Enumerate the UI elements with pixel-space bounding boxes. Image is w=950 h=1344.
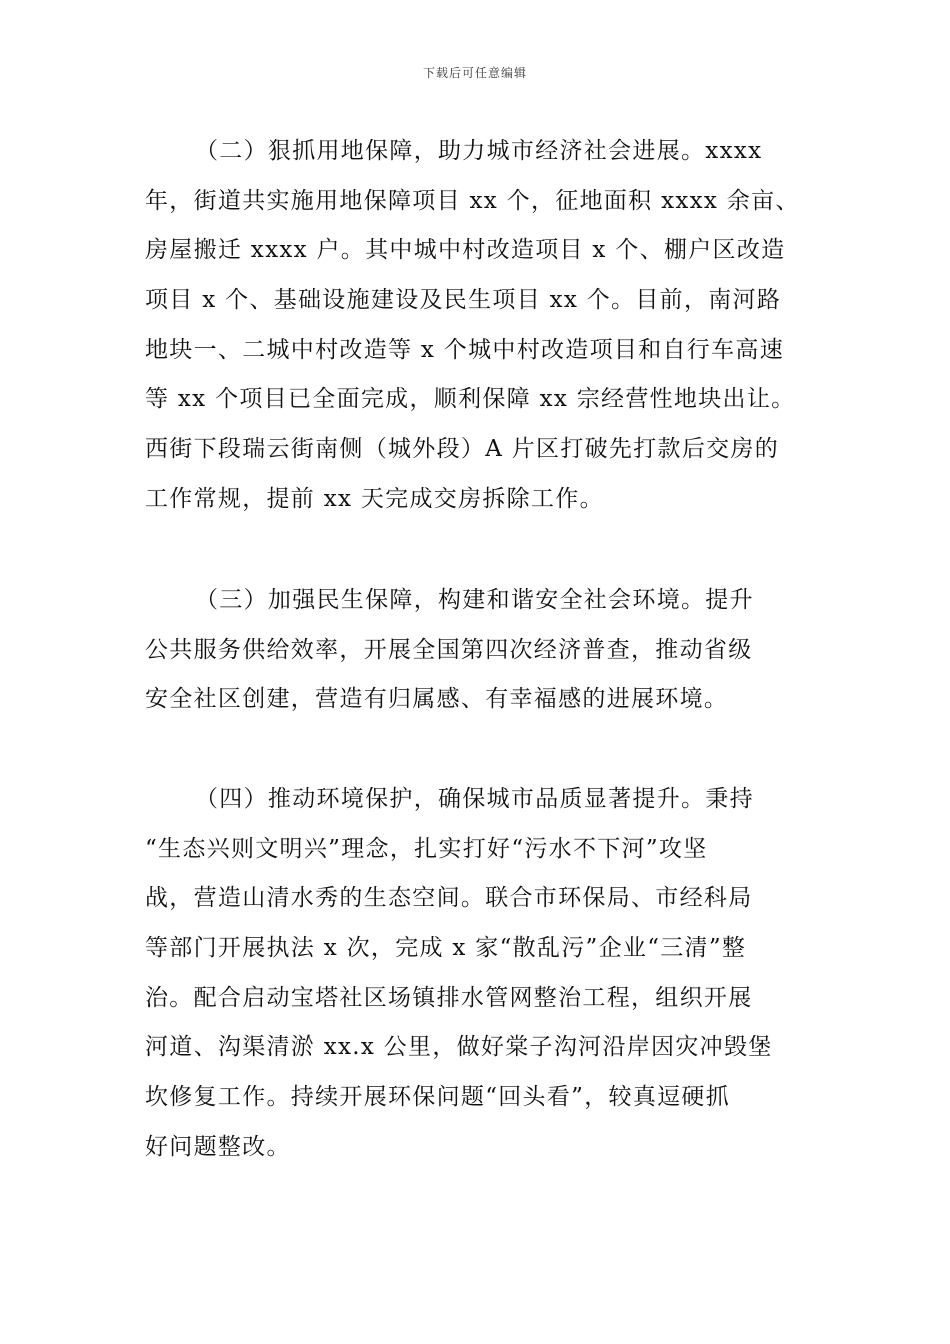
page-header-note: 下载后可任意编辑 [422, 66, 527, 80]
paragraph-land-guarantee [145, 127, 810, 525]
paragraph-line: 项目 x 个、基础设施建设及民生项目 xx 个。目前，南河路 [145, 287, 782, 314]
paragraph-line: “生态兴则文明兴”理念，扎实打好“污水不下河”攻坚 [145, 835, 708, 862]
paragraph-line: 坎修复工作。持续开展环保问题“回头看”，较真逗硬抓 [145, 1084, 731, 1111]
paragraph-line: （四）推动环境保护，确保城市品质显著提升。秉持 [195, 786, 754, 812]
paragraph-line: 工作常规，提前 xx 天完成交房拆除工作。 [145, 485, 604, 512]
paragraph-line: 治。配合启动宝塔社区场镇排水管网整治工程，组织开展 [145, 984, 753, 1011]
paragraph-livelihood-guarantee [145, 576, 810, 725]
paragraph-line: 地块一、二城中村改造等 x 个城中村改造项目和自行车高速 [145, 336, 784, 363]
paragraph-line: 等部门开展执法 x 次，完成 x 家“散乱污”企业“三清”整 [145, 935, 747, 962]
paragraph-line: 战，营造山清水秀的生态空间。联合市环保局、市经科局 [145, 885, 753, 912]
paragraph-line: 安全社区创建，营造有归属感、有幸福感的进展环境。 [145, 686, 729, 713]
paragraph-line: （二）狠抓用地保障，助力城市经济社会进展。xxxx [195, 138, 763, 164]
paragraph-environment-protection [145, 775, 810, 1173]
paragraph-line: 好问题整改。 [145, 1133, 291, 1160]
paragraph-line: 公共服务供给效率，开展全国第四次经济普查，推动省级 [145, 636, 753, 663]
paragraph-line: 等 xx 个项目已全面完成，顺利保障 xx 宗经营性地块出让。 [145, 386, 796, 413]
paragraph-line: （三）加强民生保障，构建和谐安全社会环境。提升 [195, 587, 754, 613]
paragraph-line: 房屋搬迁 xxxx 户。其中城中村改造项目 x 个、棚户区改造 [145, 237, 786, 264]
paragraph-line: 西街下段瑞云街南侧（城外段）A 片区打破先打款后交房的 [145, 436, 780, 463]
paragraph-line: 年，街道共实施用地保障项目 xx 个，征地面积 xxxx 余亩、 [145, 187, 800, 214]
paragraph-line: 河道、沟渠清淤 xx.x 公里，做好棠子沟河沿岸因灾冲毁堡 [145, 1034, 773, 1061]
